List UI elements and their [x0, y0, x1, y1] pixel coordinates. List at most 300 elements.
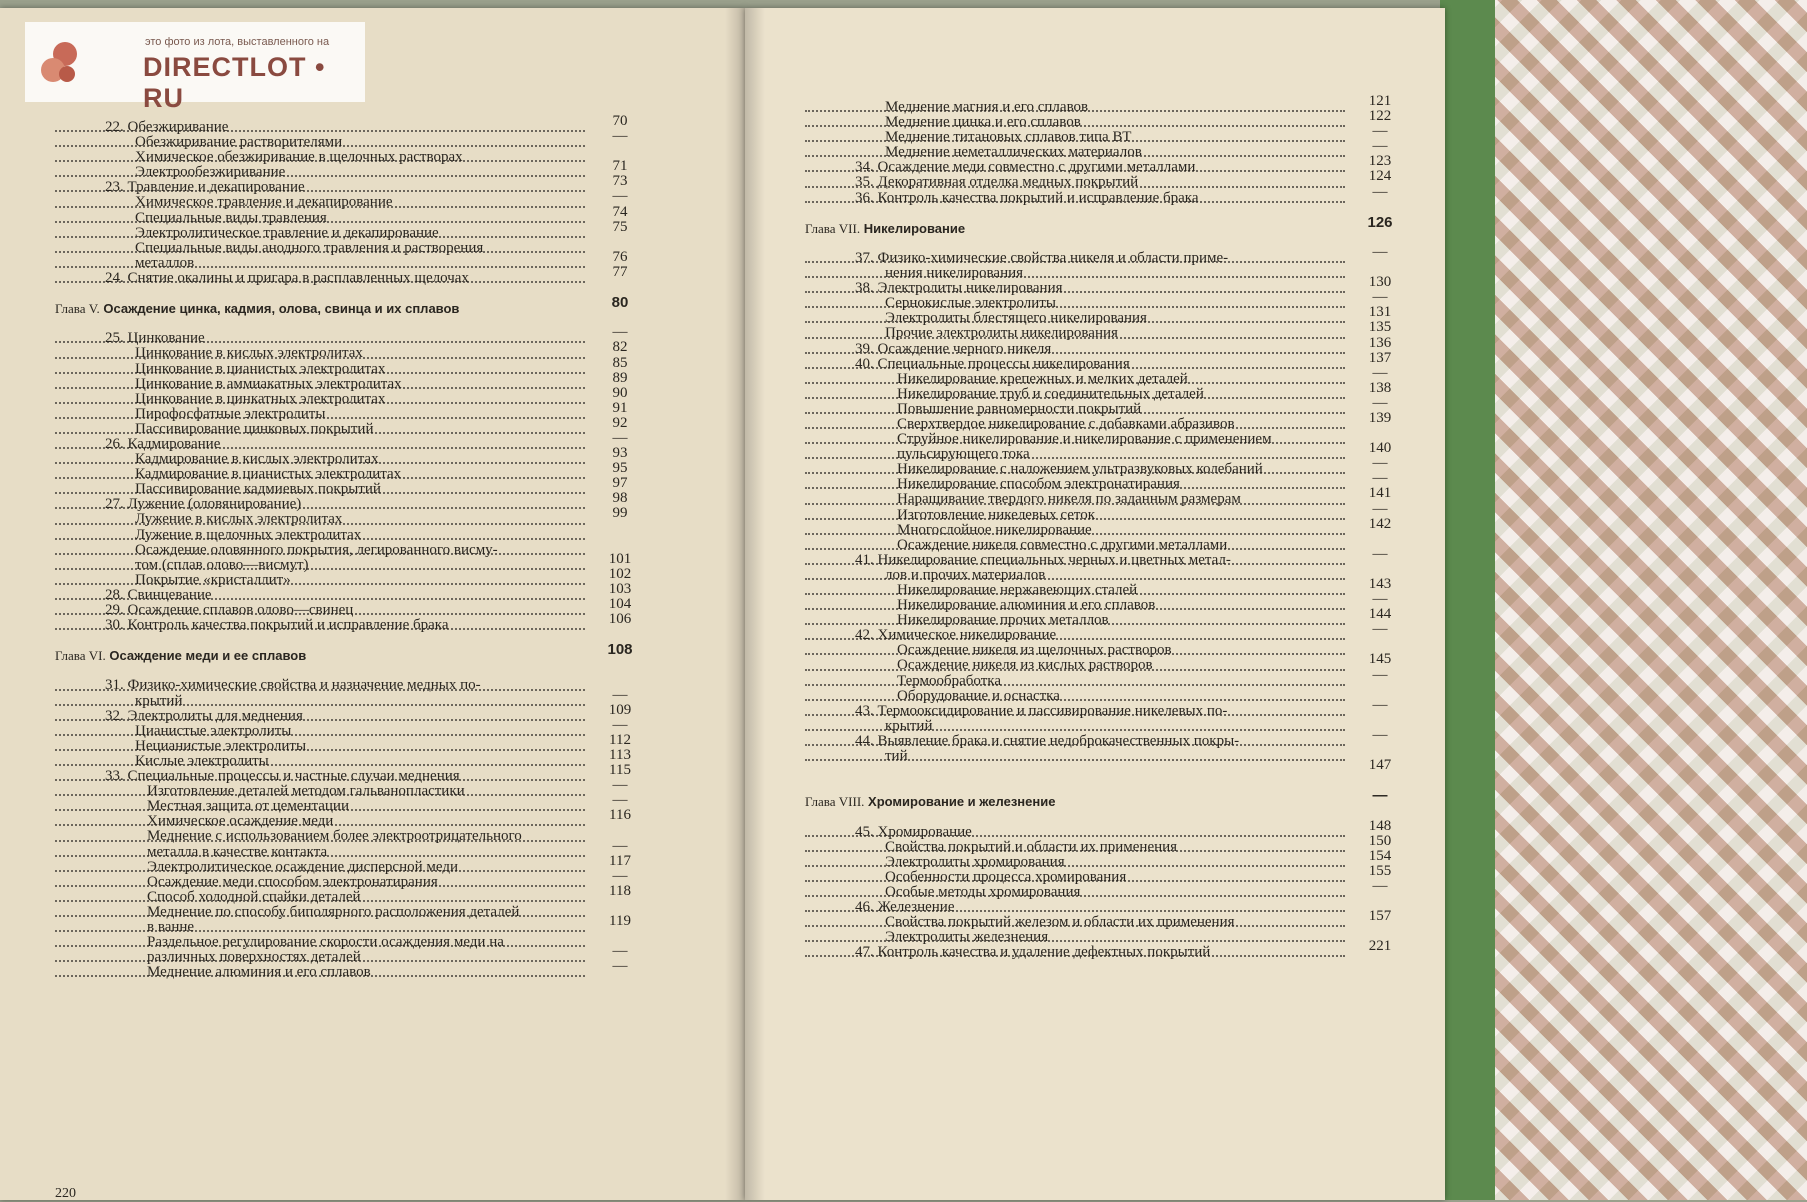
toc-entry: [55, 565, 645, 588]
toc-entry-title: Меднение с использованием более электроотрицательного: [147, 828, 522, 845]
toc-entry: [805, 183, 1405, 206]
toc-page-number: 112: [609, 731, 631, 748]
toc-entry: [805, 696, 1405, 719]
toc-page-number: 118: [609, 882, 631, 899]
toc-entry-title: Меднение алюминия и его сплавов: [147, 964, 371, 981]
toc-entry-title: 30. Контроль качества покрытий и исправление брака: [105, 617, 449, 634]
toc-entry-title: Оборудование и оснастка: [897, 687, 1060, 704]
toc-entry: [55, 905, 645, 920]
toc-page-number: 75: [612, 218, 628, 235]
toc-entry: [55, 113, 645, 135]
toc-page-number: 77: [612, 263, 628, 280]
toc-entry-title: Электролиты хромирования: [885, 853, 1065, 870]
toc-entry-title: Струйное никелирование и никелирование с применением: [897, 431, 1272, 448]
toc-entry-title: Осаждение оловянного покрытия, легированного висму-: [135, 541, 498, 558]
toc-entry-title: Никелирование труб и соединительных деталей: [897, 385, 1204, 402]
toc-page-number: 71: [612, 158, 628, 175]
toc-entry: [805, 485, 1405, 508]
toc-entry-title: Сернокислые электролиты: [885, 295, 1056, 312]
toc-page-number: 130: [1368, 274, 1392, 291]
toc-entry-title: 22. Обезжиривание: [105, 119, 229, 135]
toc-entry: [805, 576, 1405, 598]
toc-entry: [55, 686, 645, 709]
toc-page-number: 141: [1368, 485, 1392, 502]
toc-entry-title: крытий: [885, 717, 933, 734]
toc-entry-title: Изготовление деталей методом гальванопластики: [147, 783, 465, 800]
toc-entry-title: 41. Никелирование специальных черных и цветных метал-: [855, 551, 1231, 568]
right-page: [745, 8, 1445, 1200]
toc-page-number: 99: [612, 505, 628, 522]
dot-leader: [805, 684, 1345, 686]
toc-entry-title: Пассивирование кадмиевых покрытий: [135, 481, 381, 498]
toc-entry-title: Осаждение никеля совместно с другими металлами: [897, 536, 1228, 553]
toc-page-number: —: [1372, 289, 1388, 306]
chapter-number: Глава VII.: [805, 220, 861, 236]
toc-entry: [55, 935, 645, 950]
toc-page-number: 73: [612, 173, 628, 190]
chapter-title: Хромирование и железнение: [868, 794, 1056, 810]
toc-entry: [55, 958, 645, 981]
toc-chapter-heading: [55, 294, 645, 317]
toc-page-number: 76: [612, 248, 628, 265]
toc-entry: [55, 867, 645, 890]
toc-entry: [805, 349, 1405, 372]
toc-entry: [805, 900, 1405, 915]
toc-page-number: —: [612, 867, 628, 884]
toc-entry: [805, 726, 1405, 749]
toc-page-number: —: [1372, 696, 1388, 713]
toc-entry-title: Электролитическое осаждение дисперсной меди: [147, 858, 458, 875]
toc-entry: [55, 528, 645, 543]
toc-entry: [55, 777, 645, 800]
toc-page-number: 106: [608, 611, 632, 628]
toc-entry: [805, 243, 1405, 266]
toc-page-number: 93: [612, 445, 628, 462]
toc-entry-title: 45. Хромирование: [855, 823, 972, 840]
toc-entry: [55, 354, 645, 377]
toc-entry-title: металла в качестве контакта: [147, 843, 328, 860]
toc-entry-title: Многослойное никелирование: [897, 521, 1092, 538]
chapter-number: Глава VIII.: [805, 794, 865, 810]
toc-entry: [55, 241, 645, 256]
toc-chapter-heading: [805, 787, 1405, 810]
toc-entry-title: Электрообезжиривание: [135, 164, 286, 181]
toc-entry: [55, 762, 645, 785]
watermark-logo: [25, 22, 365, 113]
toc-entry-title: крытий: [135, 692, 183, 709]
toc-entry-title: Никелирование нержавеющих сталей: [897, 582, 1138, 598]
toc-page-number: —: [1372, 243, 1388, 260]
toc-page-number: —: [612, 837, 628, 854]
toc-page-number: 122: [1368, 108, 1392, 125]
chapter-title: Никелирование: [863, 220, 966, 236]
toc-entry: [805, 908, 1405, 931]
toc-entry-title: 40. Специальные процессы никелирования: [855, 355, 1130, 372]
toc-entry-title: 36. Контроль качества покрытий и исправление брака: [855, 189, 1199, 206]
toc-entry: [55, 218, 645, 241]
toc-spacer: [805, 809, 1405, 824]
toc-entry-title: Цинкование в цинкатных электролитах: [135, 390, 386, 407]
toc-entry: [55, 460, 645, 483]
table-of-contents-right: [805, 93, 1405, 961]
toc-entry: [55, 611, 645, 634]
toc-entry-title: 25. Цинкование: [105, 330, 205, 347]
toc-entry: [55, 203, 645, 226]
toc-page-number: 117: [609, 852, 631, 869]
toc-entry-title: Наращивание твердого никеля по заданным размерам: [897, 491, 1241, 508]
toc-entry: [805, 334, 1405, 357]
toc-entry: [55, 837, 645, 860]
tablecloth-background: [1450, 0, 1807, 1200]
toc-page-number: 144: [1368, 606, 1392, 623]
toc-page-number: —: [1372, 364, 1388, 381]
toc-entry: [55, 882, 645, 905]
toc-page-number: 101: [608, 550, 632, 567]
toc-entry: [55, 852, 645, 875]
toc-page-number: 103: [608, 580, 632, 597]
toc-entry: [55, 429, 645, 452]
toc-entry-title: Осаждение никеля из кислых растворов: [897, 657, 1153, 674]
toc-entry: [805, 394, 1405, 417]
toc-entry-title: 29. Осаждение сплавов олово—свинец: [105, 602, 354, 618]
toc-entry-title: 23. Травление и декапирование: [105, 179, 305, 196]
toc-page-number: 126: [1367, 213, 1393, 231]
toc-entry-title: Электролитическое травление и декапирование: [135, 224, 439, 241]
toc-entry-title: Лужение в кислых электролитах: [135, 511, 343, 528]
toc-entry-title: Химическое травление и декапирование: [135, 194, 393, 211]
toc-spacer: [55, 286, 645, 301]
book-gutter: [725, 8, 765, 1200]
toc-entry-title: Специальные виды анодного травления и растворения: [135, 239, 484, 256]
watermark-brand: DIRECTLOT • RU: [143, 52, 326, 113]
toc-entry-title: Электролиты железнения: [885, 929, 1049, 946]
toc-entry: [805, 379, 1405, 402]
toc-page-number: 137: [1368, 349, 1392, 366]
toc-entry: [805, 538, 1405, 553]
toc-page-number: 148: [1368, 817, 1392, 834]
toc-entry-title: Химическое осаждение меди: [147, 813, 334, 830]
toc-page-number: —: [1372, 455, 1388, 472]
toc-page-number: 108: [607, 641, 633, 659]
toc-page-number: 140: [1368, 440, 1392, 457]
toc-page-number: 136: [1368, 334, 1392, 351]
toc-page-number: —: [1372, 470, 1388, 487]
toc-page-number: —: [612, 128, 628, 145]
toc-entry-title: Кадмирование в цианистых электролитах: [135, 466, 402, 483]
dot-leader: [805, 699, 1345, 701]
toc-entry: [805, 862, 1405, 885]
toc-page-number: 124: [1368, 168, 1392, 185]
toc-entry: [805, 938, 1405, 961]
toc-entry-title: Особые методы хромирования: [885, 883, 1081, 900]
toc-entry: [805, 409, 1405, 432]
toc-entry: [55, 701, 645, 724]
toc-entry-title: Меднение неметаллических материалов: [885, 144, 1142, 161]
toc-page-number: 138: [1368, 379, 1392, 396]
toc-entry-title: Никелирование способом электронатирания: [897, 476, 1180, 493]
toc-page-number: —: [1372, 394, 1388, 411]
toc-entry-title: Свойства покрытий железом и области их применения: [885, 914, 1235, 931]
toc-page-number: 119: [609, 912, 631, 929]
toc-page-number: 121: [1368, 93, 1392, 109]
toc-entry: [55, 339, 645, 362]
toc-entry: [55, 248, 645, 271]
toc-entry-title: 24. Снятие окалины и пригара в расплавленных щелочах: [105, 269, 469, 286]
toc-page-number: —: [1372, 183, 1388, 200]
toc-entry-title: 39. Осаждение черного никеля: [855, 340, 1052, 357]
toc-entry-title: 43. Термооксидирование и пассивирование никелевых по-: [855, 702, 1228, 719]
chapter-title: Осаждение меди и ее сплавов: [109, 648, 307, 664]
dot-leader: [55, 930, 585, 932]
toc-entry: [805, 930, 1405, 945]
toc-spacer: [805, 779, 1405, 794]
toc-entry-title: 38. Электролиты никелирования: [855, 280, 1063, 297]
toc-entry: [55, 829, 645, 844]
toc-entry-title: Цинкование в аммиакатных электролитах: [135, 375, 402, 392]
toc-entry-title: Цинкование в кислых электролитах: [135, 345, 363, 362]
toc-entry-title: Кислые электролиты: [135, 752, 269, 769]
toc-entry: [805, 500, 1405, 523]
toc-entry-title: Сверхтвердое никелирование с добавками абразивов: [897, 415, 1235, 432]
toc-entry-title: Цинкование в цианистых электролитах: [135, 360, 386, 377]
toc-entry-title: Электролиты блестящего никелирования: [885, 310, 1147, 327]
toc-page-number: 89: [612, 369, 628, 386]
chapter-number: Глава V.: [55, 301, 100, 317]
toc-entry-title: Особенности процесса хромирования: [885, 868, 1127, 885]
toc-entry: [55, 792, 645, 815]
toc-page-number: 154: [1368, 847, 1392, 864]
toc-page-number: 95: [612, 460, 628, 477]
toc-entry-title: в ванне: [147, 918, 195, 935]
toc-page-number: —: [1372, 726, 1388, 743]
toc-entry-title: металлов: [135, 254, 195, 271]
toc-page-number: —: [1372, 787, 1388, 805]
toc-page-number: —: [1372, 621, 1388, 638]
toc-entry: [55, 399, 645, 422]
toc-entry-title: Цианистые электролиты: [135, 722, 292, 739]
toc-entry: [55, 596, 645, 618]
toc-entry-title: 33. Специальные процессы и частные случаи меднения: [105, 768, 460, 785]
toc-page-number: 155: [1368, 862, 1392, 879]
toc-entry: [55, 543, 645, 558]
toc-page-number: 91: [612, 399, 628, 416]
toc-entry-title: Кадмирование в кислых электролитах: [135, 451, 379, 468]
toc-entry-title: 34. Осаждение меди совместно с другими металлами: [855, 159, 1196, 176]
toc-entry: [55, 746, 645, 769]
toc-entry-title: 44. Выявление брака и снятие недоброкачественных покры-: [855, 732, 1240, 749]
toc-page-number: —: [1372, 545, 1388, 562]
toc-spacer: [805, 236, 1405, 251]
toc-entry: [805, 545, 1405, 568]
toc-entry-title: Способ холодной спайки деталей: [147, 888, 361, 905]
toc-page-number: 143: [1368, 576, 1392, 592]
toc-entry-title: Обезжиривание растворителями: [135, 134, 343, 151]
toc-entry: [805, 319, 1405, 342]
toc-page-number: —: [612, 686, 628, 703]
toc-spacer: [805, 206, 1405, 221]
toc-entry: [55, 414, 645, 437]
toc-entry-title: Меднение по способу биполярного расположения деталей: [147, 903, 520, 920]
toc-page-number: —: [612, 188, 628, 205]
toc-page-number: —: [1372, 666, 1388, 683]
toc-page-number: 157: [1368, 908, 1392, 925]
toc-entry-title: 28. Свинцевание: [105, 586, 212, 603]
toc-entry-title: Термообработка: [897, 672, 1002, 689]
toc-page-number: —: [1372, 877, 1388, 894]
toc-entry-title: 26. Кадмирование: [105, 435, 221, 452]
toc-page-number: 147: [1368, 757, 1392, 774]
squirrel-icon: [37, 40, 83, 86]
toc-entry-title: 32. Электролиты для меднения: [105, 707, 303, 724]
toc-page-number: 139: [1368, 409, 1392, 426]
toc-entry-title: Прочие электролиты никелирования: [885, 325, 1118, 342]
toc-entry: [55, 369, 645, 392]
toc-page-number: 82: [612, 339, 628, 356]
toc-chapter-heading: [805, 213, 1405, 236]
toc-page-number: —: [612, 943, 628, 960]
toc-spacer: [55, 633, 645, 648]
toc-entry-title: тий: [885, 748, 908, 765]
toc-entry: [805, 877, 1405, 900]
toc-page-number: —: [612, 324, 628, 341]
toc-page-number: 131: [1368, 304, 1392, 321]
toc-entry-title: нения никелирования: [885, 265, 1024, 282]
toc-entry-title: лов и прочих материалов: [885, 566, 1046, 583]
toc-entry-title: 47. Контроль качества и удаление дефектных покрытий: [855, 944, 1211, 961]
toc-entry-title: Специальные виды травления: [135, 209, 327, 226]
toc-page-number: —: [612, 777, 628, 794]
toc-entry-title: Пирофосфатные электролиты: [135, 405, 326, 422]
toc-page-number: 90: [612, 384, 628, 401]
toc-entry: [805, 749, 1405, 764]
toc-entry-title: Никелирование с наложением ультразвуковых колебаний: [897, 461, 1263, 478]
toc-page-number: 116: [609, 807, 631, 824]
toc-page-number: 98: [612, 490, 628, 507]
toc-entry-title: Лужение в щелочных электролитах: [135, 526, 362, 543]
toc-entry-title: Химическое обезжиривание в щелочных растворах: [135, 149, 463, 166]
toc-page-number: 142: [1368, 515, 1392, 532]
toc-entry: [805, 440, 1405, 463]
toc-entry: [55, 550, 645, 573]
toc-entry: [805, 651, 1405, 674]
toc-entry: [55, 943, 645, 966]
toc-page-number: 135: [1368, 319, 1392, 336]
toc-entry-title: Меднение цинка и его сплавов: [885, 114, 1081, 131]
toc-entry-title: 31. Физико-химические свойства и назначение медных по-: [105, 677, 481, 694]
toc-entry: [805, 832, 1405, 855]
toc-page-number: 97: [612, 475, 628, 492]
toc-entry: [55, 716, 645, 739]
toc-page-number: 92: [612, 414, 628, 431]
toc-page-number: —: [1372, 500, 1388, 517]
toc-entry: [805, 274, 1405, 297]
toc-entry: [805, 666, 1405, 689]
toc-page-number: 70: [612, 113, 628, 129]
chapter-title: Осаждение цинка, кадмия, олова, свинца и их сплавов: [103, 301, 460, 317]
toc-entry-title: Раздельное регулирование скорости осаждения меди на: [147, 934, 504, 951]
toc-entry-title: пульсирующего тока: [897, 446, 1030, 463]
toc-entry: [805, 847, 1405, 870]
toc-entry: [805, 817, 1405, 840]
toc-entry: [55, 445, 645, 468]
toc-entry: [805, 168, 1405, 191]
toc-entry: [805, 432, 1405, 447]
toc-page-number: 123: [1368, 153, 1392, 170]
toc-entry: [805, 108, 1405, 131]
toc-entry: [805, 689, 1405, 704]
toc-entry-title: Никелирование алюминия и его сплавов: [897, 597, 1156, 614]
toc-entry-title: различных поверхностях деталей: [147, 949, 361, 966]
toc-entry: [55, 188, 645, 211]
toc-entry-title: Покрытие «кристаллит»: [135, 571, 291, 588]
toc-entry-title: Повышение равномерности покрытий: [897, 400, 1142, 417]
toc-entry-title: Меднение магния и его сплавов: [885, 99, 1089, 115]
toc-entry: [55, 912, 645, 935]
toc-entry: [55, 505, 645, 528]
toc-entry: [55, 580, 645, 603]
toc-page-number: 80: [611, 294, 629, 312]
toc-page-number: —: [1372, 138, 1388, 155]
toc-page-number: 104: [608, 596, 632, 612]
toc-entry: [805, 591, 1405, 614]
toc-entry: [55, 128, 645, 151]
toc-entry-title: Местная защита от цементации: [147, 798, 349, 815]
book-cover-edge: [1440, 0, 1495, 1200]
toc-page-number: —: [612, 958, 628, 975]
toc-entry-title: 35. Декоративная отделка медных покрытий: [855, 174, 1139, 191]
toc-entry-title: Изготовление никелевых сеток: [897, 506, 1096, 523]
toc-entry-title: 27. Лужение (оловянирование): [105, 496, 302, 513]
toc-entry-title: Никелирование крепежных и мелких деталей: [897, 370, 1188, 387]
toc-page-number: —: [612, 716, 628, 733]
toc-page-number: 115: [609, 762, 631, 779]
toc-entry: [805, 266, 1405, 281]
toc-page-number: 74: [612, 203, 628, 220]
toc-page-number: —: [1372, 123, 1388, 140]
toc-entry-title: Пассивирование цинковых покрытий: [135, 420, 374, 437]
toc-page-number: 221: [1368, 938, 1392, 955]
toc-page-number: 102: [608, 565, 632, 582]
toc-entry: [805, 568, 1405, 583]
toc-spacer: [805, 757, 1405, 779]
toc-page-number: 113: [609, 746, 631, 763]
toc-page-number: 109: [608, 701, 632, 718]
toc-entry-title: 37. Физико-химические свойства никеля и области приме-: [855, 249, 1229, 266]
toc-page-number: 150: [1368, 832, 1392, 849]
toc-entry: [805, 515, 1405, 538]
toc-entry: [55, 678, 645, 693]
toc-entry-title: Свойства покрытий и области их применения: [885, 838, 1178, 855]
toc-page-number: 145: [1368, 651, 1392, 668]
watermark-caption: это фото из лота, выставленного на: [145, 36, 330, 48]
toc-entry-title: том (сплав олово—висмут): [135, 556, 309, 573]
toc-chapter-heading: [55, 641, 645, 664]
toc-entry: [55, 263, 645, 286]
page-number: 220: [55, 1186, 76, 1201]
toc-entry-title: 42. Химическое никелирование: [855, 627, 1057, 644]
toc-entry: [805, 364, 1405, 387]
table-of-contents-left: [55, 113, 645, 981]
toc-entry-title: 46. Железнение: [855, 898, 955, 915]
toc-page-number: —: [612, 429, 628, 446]
toc-entry-title: Никелирование прочих металлов: [897, 612, 1109, 629]
toc-page-number: —: [612, 792, 628, 809]
left-page: [0, 8, 745, 1200]
toc-entry: [55, 731, 645, 754]
toc-entry-title: Осаждение никеля из щелочных растворов: [897, 642, 1172, 659]
toc-entry-title: Нецианистые электролиты: [135, 737, 307, 754]
toc-page-number: 85: [612, 354, 628, 371]
